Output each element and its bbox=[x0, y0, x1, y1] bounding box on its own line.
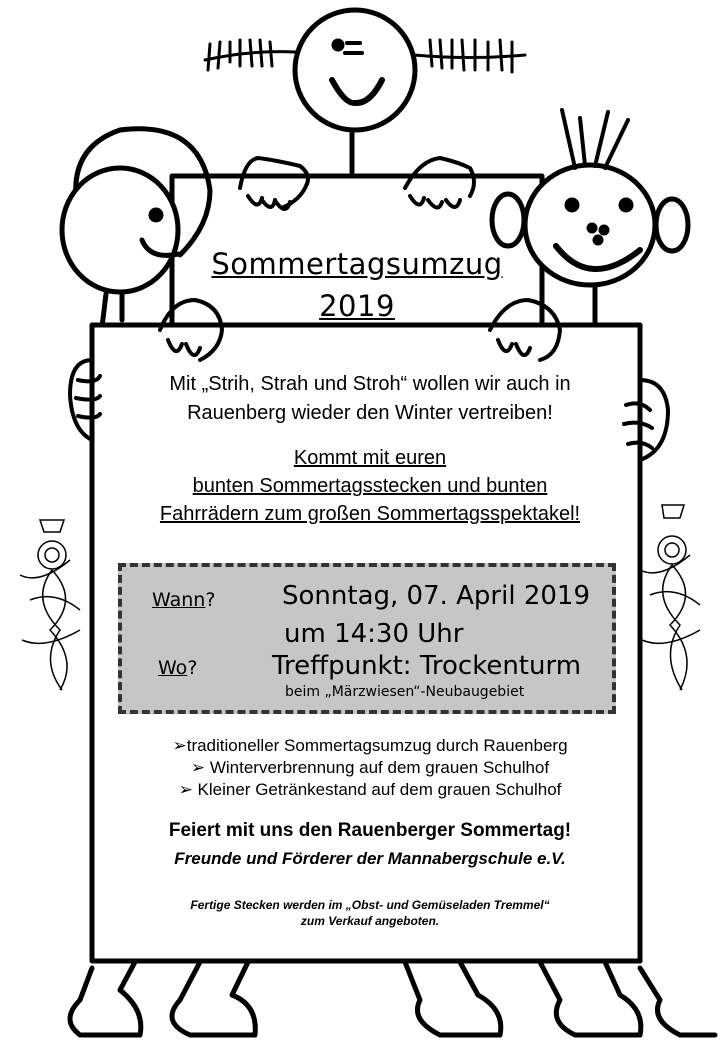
bullet-list bbox=[100, 735, 640, 801]
wann-label: Wann? bbox=[152, 589, 216, 611]
sign-year: 2019 bbox=[319, 289, 395, 323]
cta-line: bunten Sommertagsstecken und bunten bbox=[192, 475, 548, 497]
headline-feiert: Feiert mit uns den Rauenberger Sommertag! bbox=[168, 820, 572, 841]
wo-label: Wo? bbox=[158, 657, 198, 679]
call-to-action bbox=[100, 444, 640, 528]
sign-title: Sommertagsumzug bbox=[211, 247, 503, 281]
arrow-bullet-icon: ➢ bbox=[178, 780, 193, 799]
intro-text bbox=[100, 370, 640, 428]
ribbon-stick-right-icon bbox=[640, 505, 700, 690]
sales-note-line: zum Verkauf angeboten. bbox=[300, 914, 440, 928]
event-place: Treffpunkt: Trockenturm bbox=[272, 651, 582, 681]
intro-line: Rauenberg wieder den Winter vertreiben! bbox=[187, 402, 553, 424]
ribbon-stick-left-icon bbox=[20, 520, 80, 690]
intro-line: Mit „Strih, Strah und Stroh“ wollen wir auch in bbox=[169, 373, 571, 395]
sales-note-line: Fertige Stecken werden im „Obst- und Gemüseladen Tremmel“ bbox=[190, 898, 550, 912]
list-item: ➢ Winterverbrennung auf dem grauen Schulhof bbox=[190, 758, 550, 777]
event-place-sub: beim „Märzwiesen“-Neubaugebiet bbox=[285, 684, 525, 700]
list-item: ➢ Kleiner Getränkestand auf dem grauen Schulhof bbox=[178, 780, 562, 799]
list-item: ➢traditioneller Sommertagsumzug durch Rauenberg bbox=[172, 736, 568, 755]
cta-line: Fahrrädern zum großen Sommertagsspektakel! bbox=[159, 503, 581, 525]
event-time: um 14:30 Uhr bbox=[284, 619, 464, 649]
top-child-figure bbox=[205, 10, 525, 172]
arrow-bullet-icon: ➢ bbox=[190, 758, 206, 777]
details-box bbox=[118, 563, 616, 714]
event-date: Sonntag, 07. April 2019 bbox=[282, 581, 591, 611]
organizer-name: Freunde und Förderer der Mannabergschule e.V. bbox=[174, 849, 566, 868]
cta-line: Kommt mit euren bbox=[293, 447, 447, 469]
arrow-bullet-icon: ➢ bbox=[172, 736, 187, 755]
sales-note bbox=[100, 897, 640, 929]
